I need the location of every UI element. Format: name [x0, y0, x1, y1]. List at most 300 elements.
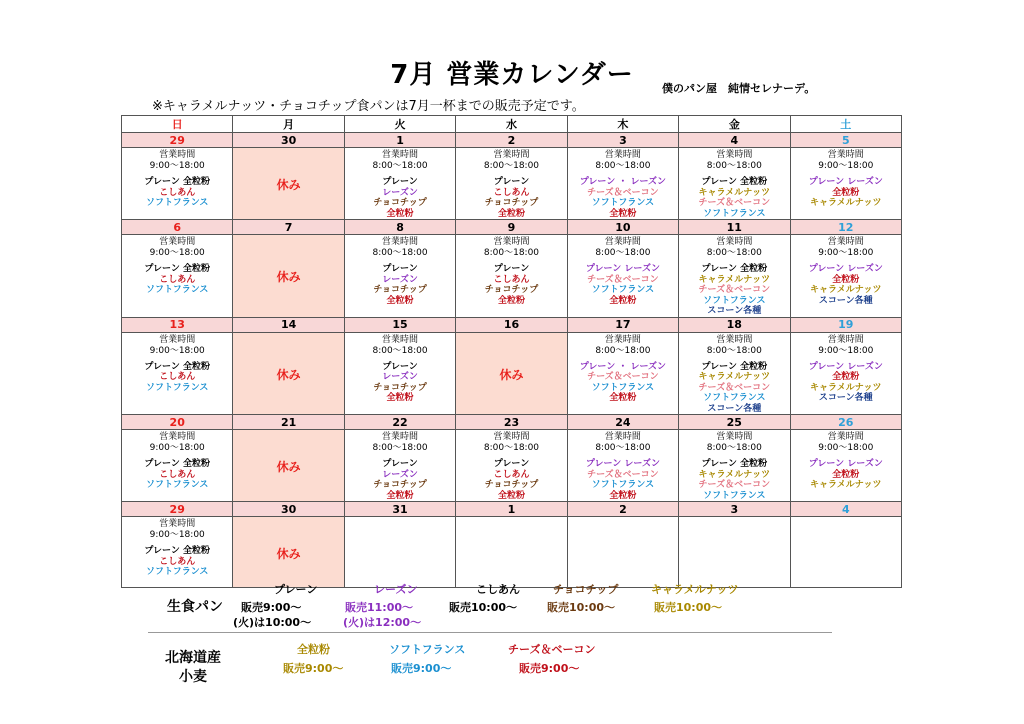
- bread-item: ソフトフランス: [703, 208, 766, 219]
- legend-bread-name: プレーン: [274, 583, 318, 596]
- divider: [148, 632, 832, 633]
- bread-list: [122, 264, 232, 296]
- day-cell: [679, 332, 790, 415]
- hours-label: 営業時間: [716, 334, 753, 345]
- calendar-table: [121, 115, 902, 588]
- date-cell: 17: [567, 317, 678, 332]
- hours-value: 9:00～18:00: [149, 530, 205, 540]
- day-cell: [790, 235, 901, 318]
- bread-list: [122, 459, 232, 491]
- hours-value: 9:00～18:00: [818, 248, 874, 258]
- legend-flour-name: チーズ＆ベーコン: [508, 643, 596, 656]
- legend-sale-time: 販売11:00～: [345, 601, 414, 614]
- bread-item: プレーン ・ レーズン: [579, 361, 667, 372]
- bread-list: [568, 264, 678, 306]
- bread-item: 全粒粉: [832, 372, 860, 382]
- hours-block: [568, 148, 678, 172]
- bread-item: プレーン ・ レーズン: [579, 177, 667, 187]
- bread-item: レーズン: [382, 187, 418, 198]
- bread-item: チーズ＆ベーコン: [698, 198, 771, 208]
- day-cell: [567, 148, 678, 220]
- bread-item: チョコチップ: [373, 285, 427, 295]
- bread-list: [679, 264, 789, 317]
- bread-item: プレーン: [382, 459, 418, 469]
- bread-item: キャラメルナッツ: [809, 285, 882, 295]
- day-cell: [790, 332, 901, 415]
- bread-item: ソフトフランス: [703, 295, 766, 306]
- hours-block: [122, 148, 232, 172]
- date-cell: 21: [233, 415, 344, 430]
- day-cell: [567, 332, 678, 415]
- hours-label: 営業時間: [382, 150, 419, 160]
- hours-value: 8:00～18:00: [595, 443, 651, 453]
- bread-item: ソフトフランス: [145, 285, 209, 295]
- bread-item: チーズ＆ベーコン: [587, 469, 659, 480]
- hours-value: 9:00～18:00: [818, 345, 874, 356]
- hours-value: 8:00～18:00: [372, 443, 428, 453]
- day-cell: [122, 517, 233, 588]
- day-cell: [344, 235, 455, 318]
- hours-block: [568, 235, 678, 259]
- hours-label: 営業時間: [159, 519, 196, 529]
- bread-item: ソフトフランス: [591, 382, 655, 393]
- bread-item: こしあん: [159, 372, 196, 382]
- empty-day-cell: [567, 517, 678, 588]
- weekday-header: 金: [679, 116, 790, 133]
- day-cell: [567, 235, 678, 318]
- hours-value: 8:00～18:00: [372, 345, 428, 356]
- bread-item: 全粒粉: [832, 187, 860, 198]
- legend-bread-name: キャラメルナッツ: [651, 583, 739, 596]
- bread-item: プレーン: [493, 177, 530, 187]
- bread-item: レーズン: [382, 274, 418, 285]
- hours-block: [456, 148, 566, 172]
- bread-item: プレーン レーズン: [808, 361, 883, 372]
- hours-label: 営業時間: [604, 432, 641, 442]
- date-cell: 8: [344, 220, 455, 235]
- legend-flour-sale-time: 販売9:00～: [519, 662, 580, 675]
- hours-value: 8:00～18:00: [706, 161, 762, 171]
- hours-value: 8:00～18:00: [372, 161, 428, 171]
- bread-item: プレーン: [382, 177, 418, 187]
- bread-item: チョコチップ: [373, 480, 427, 490]
- closed-label: 休み: [499, 367, 524, 382]
- bread-item: プレーン 全粒粉: [701, 361, 768, 372]
- hours-label: 営業時間: [159, 432, 196, 442]
- bread-item: チーズ＆ベーコン: [698, 480, 771, 490]
- bread-item: プレーン: [382, 264, 418, 274]
- bread-item: 全粒粉: [609, 295, 637, 306]
- bread-item: プレーン レーズン: [808, 459, 883, 469]
- bread-item: 全粒粉: [609, 393, 637, 403]
- hours-label: 営業時間: [827, 334, 864, 345]
- shokupan-label: 生食パン: [167, 599, 223, 615]
- bread-list: [456, 264, 566, 306]
- hours-value: 9:00～18:00: [818, 161, 874, 171]
- hours-block: [345, 430, 455, 454]
- bread-item: プレーン レーズン: [585, 264, 660, 274]
- closed-label: 休み: [276, 460, 301, 474]
- bread-item: チョコチップ: [373, 382, 427, 393]
- empty-day-cell: [679, 517, 790, 588]
- weekday-row: [122, 116, 902, 133]
- bread-item: プレーン: [382, 361, 418, 372]
- bread-item: 全粒粉: [609, 490, 637, 501]
- bread-list: [456, 177, 566, 219]
- hours-label: 営業時間: [159, 237, 196, 247]
- date-cell: 6: [122, 220, 233, 235]
- day-cell: [122, 148, 233, 220]
- hours-block: [345, 333, 455, 357]
- day-row: [122, 517, 902, 588]
- date-cell: 24: [567, 415, 678, 430]
- day-cell: [456, 148, 567, 220]
- legend-sale-time: 販売10:00～: [547, 601, 616, 614]
- date-row: [122, 502, 902, 517]
- hours-block: [345, 148, 455, 172]
- bread-item: キャラメルナッツ: [698, 469, 771, 480]
- legend-bread-name: レーズン: [374, 583, 418, 596]
- empty-day-cell: [790, 517, 901, 588]
- bread-item: ソフトフランス: [145, 567, 209, 577]
- bread-item: プレーン レーズン: [585, 459, 660, 469]
- bread-item: キャラメルナッツ: [698, 187, 771, 198]
- hours-label: 営業時間: [604, 237, 641, 247]
- bread-item: スコーン各種: [707, 403, 762, 414]
- bread-item: こしあん: [159, 556, 196, 567]
- bread-list: [122, 546, 232, 578]
- day-cell: [344, 430, 455, 502]
- date-cell: 5: [790, 133, 901, 148]
- hours-block: [679, 430, 789, 454]
- legend-sale-time-tuesday: (火)は12:00～: [343, 616, 422, 629]
- day-cell: [456, 235, 567, 318]
- closed-day-cell: [233, 148, 344, 220]
- bread-item: キャラメルナッツ: [809, 198, 882, 208]
- bread-list: [345, 459, 455, 501]
- hours-value: 9:00～18:00: [149, 161, 205, 171]
- legend-sale-time: 販売10:00～: [654, 601, 723, 614]
- bread-item: ソフトフランス: [703, 490, 766, 501]
- bread-list: [122, 177, 232, 209]
- bread-list: [791, 459, 901, 491]
- hours-label: 営業時間: [382, 334, 419, 345]
- bread-list: [791, 177, 901, 209]
- hours-block: [679, 235, 789, 259]
- hours-label: 営業時間: [493, 432, 530, 442]
- bread-item: チーズ＆ベーコン: [587, 187, 659, 198]
- day-cell: [344, 332, 455, 415]
- date-cell: 23: [456, 415, 567, 430]
- hours-block: [791, 148, 901, 172]
- hours-value: 9:00～18:00: [149, 345, 205, 356]
- bread-item: チーズ＆ベーコン: [698, 382, 771, 393]
- date-cell: 1: [456, 502, 567, 517]
- bread-list: [345, 362, 455, 404]
- bread-list: [456, 459, 566, 501]
- date-cell: 9: [456, 220, 567, 235]
- hours-value: 9:00～18:00: [149, 443, 205, 453]
- bread-item: ソフトフランス: [145, 198, 209, 208]
- bread-item: チーズ＆ベーコン: [587, 274, 659, 285]
- day-cell: [679, 430, 790, 502]
- bread-item: キャラメルナッツ: [809, 382, 882, 393]
- date-cell: 15: [344, 317, 455, 332]
- hours-value: 8:00～18:00: [483, 248, 540, 258]
- bread-list: [679, 177, 789, 219]
- hours-block: [345, 235, 455, 259]
- day-cell: [456, 430, 567, 502]
- legend-bread-name: こしあん: [476, 583, 520, 596]
- bread-item: プレーン: [493, 264, 530, 274]
- legend-flour-sale-time: 販売9:00～: [391, 662, 452, 675]
- hours-block: [122, 430, 232, 454]
- day-cell: [679, 235, 790, 318]
- date-cell: 10: [567, 220, 678, 235]
- bread-item: プレーン 全粒粉: [701, 264, 768, 274]
- page-title: 7月 営業カレンダー: [390, 60, 634, 90]
- bread-item: レーズン: [382, 372, 418, 382]
- hokkaido-label-1: 北海道産: [165, 650, 221, 666]
- closed-label: 休み: [276, 367, 301, 382]
- legend-sale-time: 販売9:00～: [241, 601, 302, 614]
- bread-item: 全粒粉: [832, 469, 860, 480]
- date-cell: 3: [567, 133, 678, 148]
- bread-item: ソフトフランス: [703, 393, 766, 403]
- day-cell: [790, 148, 901, 220]
- bread-item: チーズ＆ベーコン: [698, 285, 771, 295]
- day-cell: [122, 332, 233, 415]
- date-cell: 30: [233, 133, 344, 148]
- weekday-header: 月: [233, 116, 344, 133]
- hours-value: 8:00～18:00: [595, 345, 651, 356]
- date-cell: 19: [790, 317, 901, 332]
- hours-value: 8:00～18:00: [372, 248, 428, 258]
- hours-label: 営業時間: [604, 334, 641, 345]
- date-cell: 3: [679, 502, 790, 517]
- day-cell: [122, 235, 233, 318]
- legend-bread-name: チョコチップ: [553, 583, 619, 596]
- bread-item: プレーン 全粒粉: [144, 177, 210, 187]
- hours-block: [679, 148, 789, 172]
- hours-value: 8:00～18:00: [595, 248, 651, 258]
- bread-list: [122, 362, 232, 394]
- date-cell: 12: [790, 220, 901, 235]
- date-cell: 29: [122, 502, 233, 517]
- hours-block: [568, 333, 678, 357]
- bread-item: キャラメルナッツ: [698, 274, 771, 285]
- bread-item: チョコチップ: [484, 198, 539, 208]
- hours-label: 営業時間: [604, 150, 641, 160]
- hours-block: [456, 430, 566, 454]
- legend-sale-time: 販売10:00～: [449, 601, 518, 614]
- hours-label: 営業時間: [827, 432, 864, 442]
- date-cell: 4: [790, 502, 901, 517]
- bread-item: こしあん: [493, 469, 530, 480]
- bread-item: プレーン 全粒粉: [701, 177, 768, 187]
- bread-item: こしあん: [159, 469, 196, 480]
- date-cell: 11: [679, 220, 790, 235]
- bread-item: ソフトフランス: [145, 382, 209, 393]
- shop-name: 僕のパン屋 純情セレナーデ。: [662, 82, 816, 95]
- hours-value: 8:00～18:00: [706, 248, 762, 258]
- closed-day-cell: [233, 517, 344, 588]
- bread-item: こしあん: [493, 274, 530, 285]
- date-cell: 2: [456, 133, 567, 148]
- bread-list: [679, 459, 789, 501]
- bread-item: チョコチップ: [484, 285, 539, 295]
- date-cell: 16: [456, 317, 567, 332]
- weekday-header: 水: [456, 116, 567, 133]
- bread-item: スコーン各種: [818, 393, 873, 403]
- bread-item: ソフトフランス: [591, 285, 655, 295]
- bread-list: [345, 177, 455, 219]
- hours-label: 営業時間: [493, 237, 530, 247]
- bread-item: 全粒粉: [497, 295, 525, 306]
- day-cell: [567, 430, 678, 502]
- date-cell: 26: [790, 415, 901, 430]
- hours-value: 9:00～18:00: [818, 443, 874, 453]
- date-cell: 18: [679, 317, 790, 332]
- hours-block: [791, 333, 901, 357]
- day-row: [122, 332, 902, 415]
- hours-label: 営業時間: [827, 237, 864, 247]
- bread-item: スコーン各種: [818, 295, 873, 306]
- date-row: [122, 133, 902, 148]
- bread-item: プレーン 全粒粉: [144, 546, 210, 556]
- bread-item: 全粒粉: [497, 208, 525, 219]
- weekday-header: 木: [567, 116, 678, 133]
- date-cell: 4: [679, 133, 790, 148]
- hours-block: [791, 235, 901, 259]
- date-cell: 20: [122, 415, 233, 430]
- legend-sale-time-tuesday: (火)は10:00～: [233, 616, 312, 629]
- hours-block: [122, 235, 232, 259]
- closed-label: 休み: [276, 546, 301, 561]
- date-row: [122, 317, 902, 332]
- hours-label: 営業時間: [716, 432, 753, 442]
- hours-label: 営業時間: [493, 150, 530, 160]
- bread-item: ソフトフランス: [591, 198, 655, 208]
- empty-day-cell: [344, 517, 455, 588]
- hours-value: 8:00～18:00: [706, 345, 762, 356]
- closed-day-cell: [233, 332, 344, 415]
- bread-item: 全粒粉: [386, 295, 414, 306]
- notice-text: ※キャラメルナッツ・チョコチップ食パンは7月一杯までの販売予定です。: [152, 99, 585, 114]
- bread-item: 全粒粉: [497, 490, 525, 501]
- bread-list: [791, 264, 901, 306]
- closed-label: 休み: [276, 178, 301, 192]
- bread-item: こしあん: [493, 187, 530, 198]
- bread-item: ソフトフランス: [591, 480, 655, 490]
- bread-item: 全粒粉: [832, 274, 860, 285]
- hours-block: [122, 333, 232, 357]
- hours-value: 8:00～18:00: [706, 443, 762, 453]
- day-row: [122, 235, 902, 318]
- hours-label: 営業時間: [716, 150, 753, 160]
- bread-item: プレーン: [493, 459, 530, 469]
- hours-value: 8:00～18:00: [483, 161, 540, 171]
- hours-label: 営業時間: [159, 150, 196, 160]
- hours-label: 営業時間: [159, 334, 196, 345]
- date-cell: 22: [344, 415, 455, 430]
- bread-item: ソフトフランス: [145, 480, 209, 490]
- closed-day-cell: [233, 430, 344, 502]
- hours-block: [456, 235, 566, 259]
- bread-item: プレーン 全粒粉: [144, 264, 210, 274]
- day-row: [122, 148, 902, 220]
- hours-label: 営業時間: [827, 150, 864, 160]
- weekday-header: 火: [344, 116, 455, 133]
- hours-block: [568, 430, 678, 454]
- day-cell: [344, 148, 455, 220]
- closed-day-cell: [456, 332, 567, 415]
- day-row: [122, 430, 902, 502]
- bread-item: こしあん: [159, 187, 196, 198]
- date-cell: 30: [233, 502, 344, 517]
- weekday-header: 日: [122, 116, 233, 133]
- day-cell: [679, 148, 790, 220]
- closed-day-cell: [233, 235, 344, 318]
- bread-item: チョコチップ: [484, 480, 539, 490]
- day-cell: [790, 430, 901, 502]
- bread-list: [791, 362, 901, 404]
- hours-block: [122, 517, 232, 541]
- bread-list: [679, 362, 789, 415]
- bread-item: キャラメルナッツ: [698, 372, 771, 382]
- legend-flour-sale-time: 販売9:00～: [283, 662, 344, 675]
- bread-item: キャラメルナッツ: [809, 480, 882, 490]
- bread-item: 全粒粉: [386, 393, 414, 403]
- bread-item: 全粒粉: [386, 490, 414, 501]
- bread-list: [568, 362, 678, 404]
- date-row: [122, 415, 902, 430]
- bread-list: [345, 264, 455, 306]
- weekday-header: 土: [790, 116, 901, 133]
- legend-flour-name: ソフトフランス: [389, 643, 466, 656]
- day-cell: [122, 430, 233, 502]
- hours-label: 営業時間: [716, 237, 753, 247]
- date-cell: 29: [122, 133, 233, 148]
- legend-flour-name: 全粒粉: [297, 643, 330, 656]
- hours-block: [679, 333, 789, 357]
- bread-list: [568, 459, 678, 501]
- hours-label: 営業時間: [382, 237, 419, 247]
- bread-item: 全粒粉: [609, 208, 637, 219]
- date-row: [122, 220, 902, 235]
- hours-label: 営業時間: [382, 432, 419, 442]
- date-cell: 31: [344, 502, 455, 517]
- date-cell: 2: [567, 502, 678, 517]
- bread-item: チョコチップ: [373, 198, 427, 208]
- bread-item: プレーン レーズン: [808, 177, 883, 187]
- closed-label: 休み: [276, 270, 301, 285]
- bread-item: 全粒粉: [386, 208, 414, 219]
- bread-item: プレーン 全粒粉: [144, 459, 210, 469]
- bread-item: プレーン 全粒粉: [701, 459, 768, 469]
- date-cell: 1: [344, 133, 455, 148]
- bread-item: プレーン レーズン: [808, 264, 883, 274]
- date-cell: 13: [122, 317, 233, 332]
- hours-block: [791, 430, 901, 454]
- bread-item: プレーン 全粒粉: [144, 361, 210, 372]
- bread-list: [568, 177, 678, 219]
- date-cell: 25: [679, 415, 790, 430]
- bread-item: チーズ＆ベーコン: [587, 372, 659, 382]
- date-cell: 7: [233, 220, 344, 235]
- hokkaido-label-2: 小麦: [179, 669, 207, 685]
- hours-value: 8:00～18:00: [595, 161, 651, 171]
